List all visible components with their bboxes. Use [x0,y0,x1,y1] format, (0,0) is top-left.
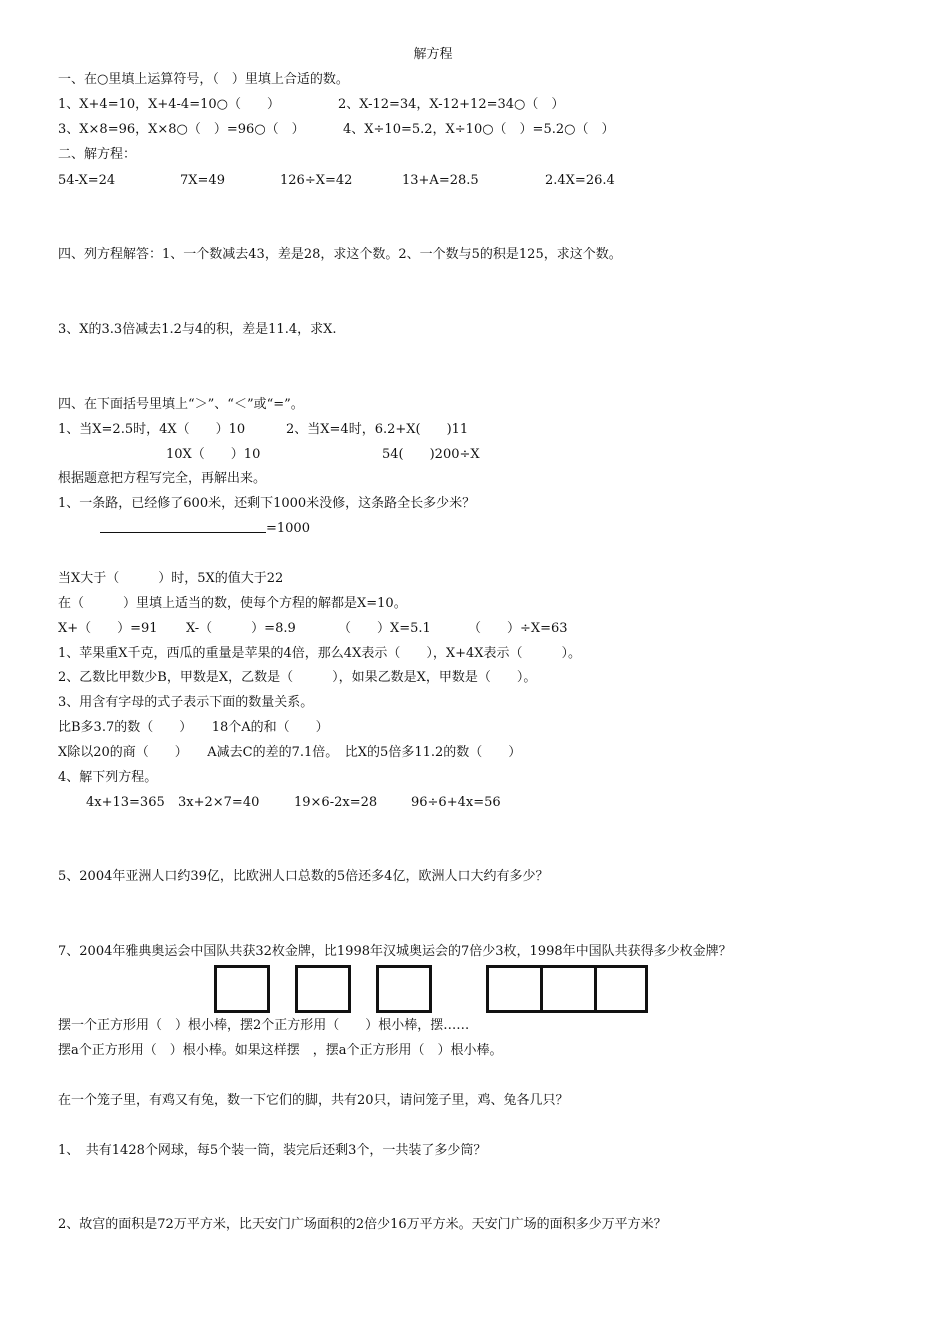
question-text: 54( )200÷X [382,447,480,462]
question-text: 2、乙数比甲数少B，甲数是X，乙数是（ ），如果乙数是X，甲数是（ ）。 [58,670,537,685]
page-title: 解方程 [413,47,453,62]
question-text: 在（ ）里填上适当的数，使每个方程的解都是X=10。 [58,596,407,611]
equation: 4x+13=365 [86,795,165,810]
section-heading: 一、在○里填上运算符号，（ ）里填上合适的数。 [58,72,349,87]
question-text: 10X（ ）10 [166,447,261,462]
equation: （ ）÷X=63 [468,621,568,636]
question-text: 3、X×8=96，X×8○（ ）=96○（ ） [58,122,305,137]
equation: 13+A=28.5 [402,173,479,188]
question-text: 1、苹果重X千克，西瓜的重量是苹果的4倍，那么4X表示（ ），X+4X表示（ ）。 [58,646,581,661]
question-text: 摆一个正方形用（ ）根小棒，摆2个正方形用（ ）根小棒，摆…… [58,1018,470,1033]
question-text: 3、用含有字母的式子表示下面的数量关系。 [58,695,314,710]
question-text: X除以20的商（ ） A减去C的差的7.1倍。 比X的5倍多11.2的数（ ） [58,745,522,760]
word-problem: 1、一条路，已经修了600米，还剩下1000米没修，这条路全长多少米？ [58,496,476,511]
word-problem: 2、故宫的面积是72万平方米，比天安门广场面积的2倍少16万平方米。天安门广场的面积多少万平方米？ [58,1217,667,1232]
word-problem: 1、 共有1428个网球，每5个装一筒，装完后还剩3个，一共装了多少筒？ [58,1143,487,1158]
square-3 [376,965,432,1013]
equation: 96÷6+4x=56 [411,795,501,810]
question-text: 1、X+4=10，X+4-4=10○（ ） [58,97,280,112]
square-1 [214,965,270,1013]
word-problem: 在一个笼子里，有鸡又有兔，数一下它们的脚，共有20只，请问笼子里，鸡、兔各几只？ [58,1093,569,1108]
question-text: 2、当X=4时，6.2+X( )11 [286,422,469,437]
equation: （ ）X=5.1 [338,621,431,636]
equation: X-（ ）=8.9 [186,621,296,636]
word-problem: 3、X的3.3倍减去1.2与4的积，差是11.4，求X. [58,322,337,337]
equation: 54-X=24 [58,173,116,188]
triple-square [486,965,648,1013]
divider [540,965,543,1013]
question-text: 4、X÷10=5.2，X÷10○（ ）=5.2○（ ） [343,122,615,137]
section-heading: 根据题意把方程写完全，再解出来。 [58,471,267,486]
equation: 126÷X=42 [280,173,353,188]
question-text: 比B多3.7的数（ ） 18个A的和（ ） [58,720,329,735]
equation-with-blank [100,520,310,538]
equation: 3x+2×7=40 [178,795,260,810]
divider [594,965,597,1013]
word-problem: 四、列方程解答：1、一个数减去43，差是28，求这个数。2、一个数与5的积是125，求这个数。 [58,247,622,262]
section-heading: 四、在下面括号里填上“＞”、“＜”或“=”。 [58,397,304,412]
equation: 7X=49 [180,173,225,188]
equation: 19×6-2x=28 [294,795,378,810]
answer-blank [100,520,266,533]
section-heading: 二、解方程： [58,147,137,162]
square-2 [295,965,351,1013]
equation: 2.4X=26.4 [545,173,615,188]
question-text: 2、X-12=34，X-12+12=34○（ ） [338,97,565,112]
equation: X+（ ）=91 [58,621,158,636]
word-problem: 7、2004年雅典奥运会中国队共获32枚金牌，比1998年汉城奥运会的7倍少3枚，1998年中国队共获得多少枚金牌？ [58,944,732,959]
equation-rhs: =1000 [266,521,310,536]
question-text: 摆a个正方形用（ ）根小棒。如果这样摆 ，摆a个正方形用（ ）根小棒。 [58,1043,503,1058]
word-problem: 5、2004年亚洲人口约39亿，比欧洲人口总数的5倍还多4亿，欧洲人口大约有多少？ [58,869,549,884]
question-text: 4、解下列方程。 [58,770,158,785]
question-text: 当X大于（ ）时，5X的值大于22 [58,571,284,586]
question-text: 1、当X=2.5时，4X（ ）10 [58,422,246,437]
